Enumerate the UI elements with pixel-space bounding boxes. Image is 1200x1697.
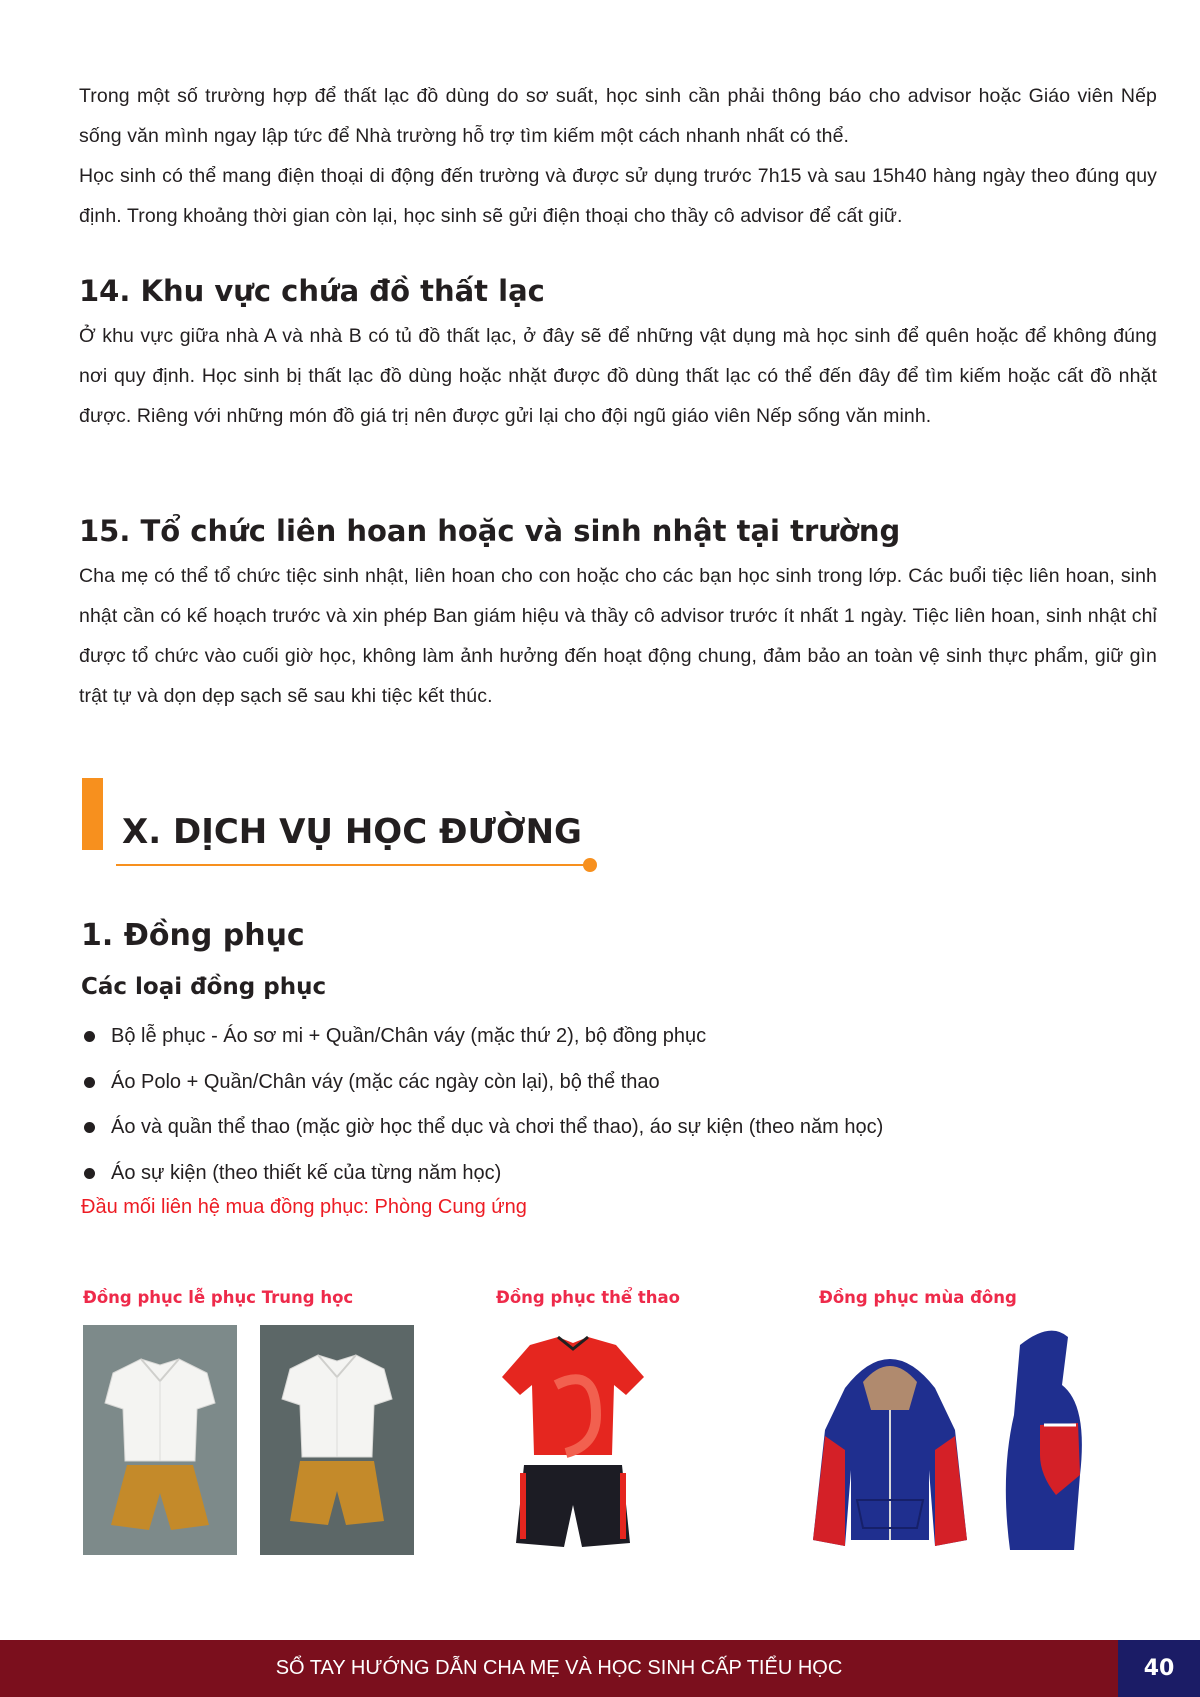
winter-uniform-side-image xyxy=(1000,1325,1090,1555)
uniform-contact: Đầu mối liên hệ mua đồng phục: Phòng Cung ứng xyxy=(81,1196,527,1218)
intro-paragraph-1: Trong một số trường hợp để thất lạc đồ dùng do sơ suất, học sinh cần phải thông báo cho advisor hoặc Giáo viên Nếp sống văn mình ngay lập tức để Nhà trường hỗ trợ tìm kiếm một cách nhanh nhất có thể. xyxy=(79,85,1157,147)
section-underline xyxy=(116,864,590,866)
section-underline-dot xyxy=(583,858,597,872)
page-number: 40 xyxy=(1118,1640,1200,1697)
caption-winter-uniform: Đồng phục mùa đông xyxy=(819,1288,1017,1307)
sport-uniform-image xyxy=(496,1325,650,1555)
uniform-types-subheading: Các loại đồng phục xyxy=(81,974,327,1000)
list-item xyxy=(81,1107,1161,1153)
bullet-icon xyxy=(84,1168,95,1179)
list-item xyxy=(81,1062,1161,1108)
heading-lost-items-area: 14. Khu vực chứa đồ thất lạc xyxy=(79,274,545,308)
parties-paragraph: Cha mẹ có thể tổ chức tiệc sinh nhật, liên hoan cho con hoặc cho các bạn học sinh trong lớp. Các buổi tiệc liên hoan, sinh nhật cần có kế hoạch trước và xin phép Ban giám hiệu và thầy cô advisor trước ít nhất 1 ngày. Tiệc liên hoan, sinh nhật chỉ được tổ chức vào cuối giờ học, không làm ảnh hưởng đến hoạt động chung, đảm bảo an toàn vệ sinh thực phẩm, giữ gìn trật tự và dọn dẹp sạch sẽ sau khi tiệc kết thúc. xyxy=(79,565,1157,707)
heading-parties-birthdays: 15. Tổ chức liên hoan hoặc và sinh nhật tại trường xyxy=(79,514,901,548)
list-item-text: Áo và quần thể thao (mặc giờ học thể dục và chơi thể thao), áo sự kiện (theo năm học) xyxy=(111,1116,884,1138)
list-item xyxy=(81,1016,1161,1062)
section-title: X. DỊCH VỤ HỌC ĐƯỜNG xyxy=(122,812,582,852)
list-item xyxy=(81,1153,1161,1199)
section-accent-bar xyxy=(82,778,103,850)
lost-items-paragraph: Ở khu vực giữa nhà A và nhà B có tủ đồ thất lạc, ở đây sẽ để những vật dụng mà học sinh để quên hoặc để không đúng nơi quy định. Học sinh bị thất lạc đồ dùng hoặc nhặt được đồ dùng thất lạc có thể đến đây để tìm kiếm hoặc cất đồ nhặt được. Riêng với những món đồ giá trị nên được gửi lại cho đội ngũ giáo viên Nếp sống văn minh. xyxy=(79,325,1157,427)
formal-uniform-photo-1 xyxy=(83,1325,237,1555)
uniform-heading: 1. Đồng phục xyxy=(81,918,305,953)
formal-uniform-photo-2 xyxy=(260,1325,414,1555)
footer-title: SỔ TAY HƯỚNG DẪN CHA MẸ VÀ HỌC SINH CẤP TIỂU HỌC xyxy=(275,1657,843,1679)
bullet-icon xyxy=(84,1122,95,1133)
bullet-icon xyxy=(84,1031,95,1042)
list-item-text: Bộ lễ phục - Áo sơ mi + Quần/Chân váy (mặc thứ 2), bộ đồng phục xyxy=(111,1025,707,1047)
list-item-text: Áo sự kiện (theo thiết kế của từng năm học) xyxy=(111,1161,502,1184)
intro-paragraph-2: Học sinh có thể mang điện thoại di động đến trường và được sử dụng trước 7h15 và sau 15h40 hàng ngày theo đúng quy định. Trong khoảng thời gian còn lại, học sinh sẽ gửi điện thoại cho thầy cô advisor để cất giữ. xyxy=(79,165,1157,227)
bullet-icon xyxy=(84,1077,95,1088)
uniform-list xyxy=(81,1016,1161,1198)
caption-sport-uniform: Đồng phục thể thao xyxy=(496,1288,680,1307)
list-item-text: Áo Polo + Quần/Chân váy (mặc các ngày còn lại), bộ thể thao xyxy=(111,1070,660,1093)
winter-uniform-front-image xyxy=(805,1340,975,1555)
caption-formal-uniform: Đồng phục lễ phục Trung học xyxy=(83,1288,354,1307)
